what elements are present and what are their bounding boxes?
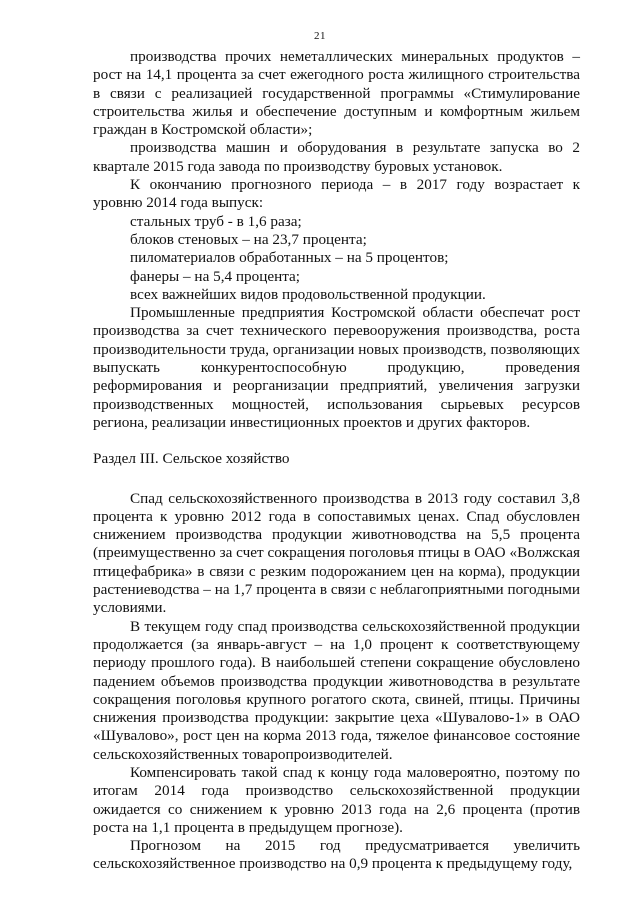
- list-item: пиломатериалов обработанных – на 5 процентов;: [130, 249, 449, 267]
- paragraph: Компенсировать такой спад к концу года маловероятно, поэтому по итогам 2014 года производство сельскохозяйственной продукции ожидается со снижением к уровню 2013 года на 2,6 процента (против роста на 1,1 процента в предыдущем прогнозе).: [93, 763, 580, 836]
- output-list: [93, 213, 580, 304]
- list-item: фанеры – на 5,4 процента;: [130, 267, 300, 285]
- page-number: 21: [314, 30, 326, 42]
- paragraph: производства машин и оборудования в результате запуска во 2 квартале 2015 года завода по производству буровых установок.: [93, 139, 580, 175]
- list-item: всех важнейших видов продовольственной продукции.: [130, 285, 486, 303]
- paragraph: Прогнозом на 2015 год предусматривается увеличить сельскохозяйственное производство на 0,9 процента к предыдущему году,: [93, 837, 580, 873]
- paragraph: К окончанию прогнозного периода – в 2017 году возрастает к уровню 2014 года выпуск:: [93, 176, 580, 212]
- list-item: блоков стеновых – на 23,7 процента;: [130, 230, 367, 248]
- section-heading: Раздел III. Сельское хозяйство: [93, 450, 290, 468]
- list-item: стальных труб - в 1,6 раза;: [130, 212, 302, 230]
- paragraph: Промышленные предприятия Костромской области обеспечат рост производства за счет технического перевооружения производства, роста производительности труда, организации новых производств, позволяющих выпускать конкурентоспособную продукцию, проведения реформирования и реорганизации предприятий, увеличения загрузки производственных мощностей, использования сырьевых ресурсов региона, реализации инвестиционных проектов и других факторов.: [93, 304, 580, 431]
- document-body: [93, 48, 580, 874]
- paragraph: производства прочих неметаллических минеральных продуктов – рост на 14,1 процента за счет ежегодного роста жилищного строительства в связи с реализацией государственной программы «Стимулирование строительства жилья и обеспечение доступным и комфортным жильем граждан в Костромской области»;: [93, 48, 580, 139]
- paragraph: Спад сельскохозяйственного производства в 2013 году составил 3,8 процента к уровню 2012 года в сопоставимых ценах. Спад обусловлен снижением производства продукции животноводства на 5,5 процента (преимущественно за счет сокращения поголовья птицы в ОАО «Волжская птицефабрика» в связи с резким подорожанием цен на корма), продукции растениеводства – на 1,7 процента в связи с неблагоприятными погодными условиями.: [93, 489, 580, 617]
- paragraph: В текущем году спад производства сельскохозяйственной продукции продолжается (за январь-август – на 1,0 процент к соответствующему периоду прошлого года). В наибольшей степени сокращение обусловлено падением объемов производства продукции животноводства в результате сокращения поголовья крупного рогатого скота, свиней, птицы. Причины снижения производства продукции: закрытие цеха «Шувалово-1» в ОАО «Шувалово», рост цен на корма 2013 года, тяжелое финансовое состояние сельскохозяйственных товаропроизводителей.: [93, 617, 580, 763]
